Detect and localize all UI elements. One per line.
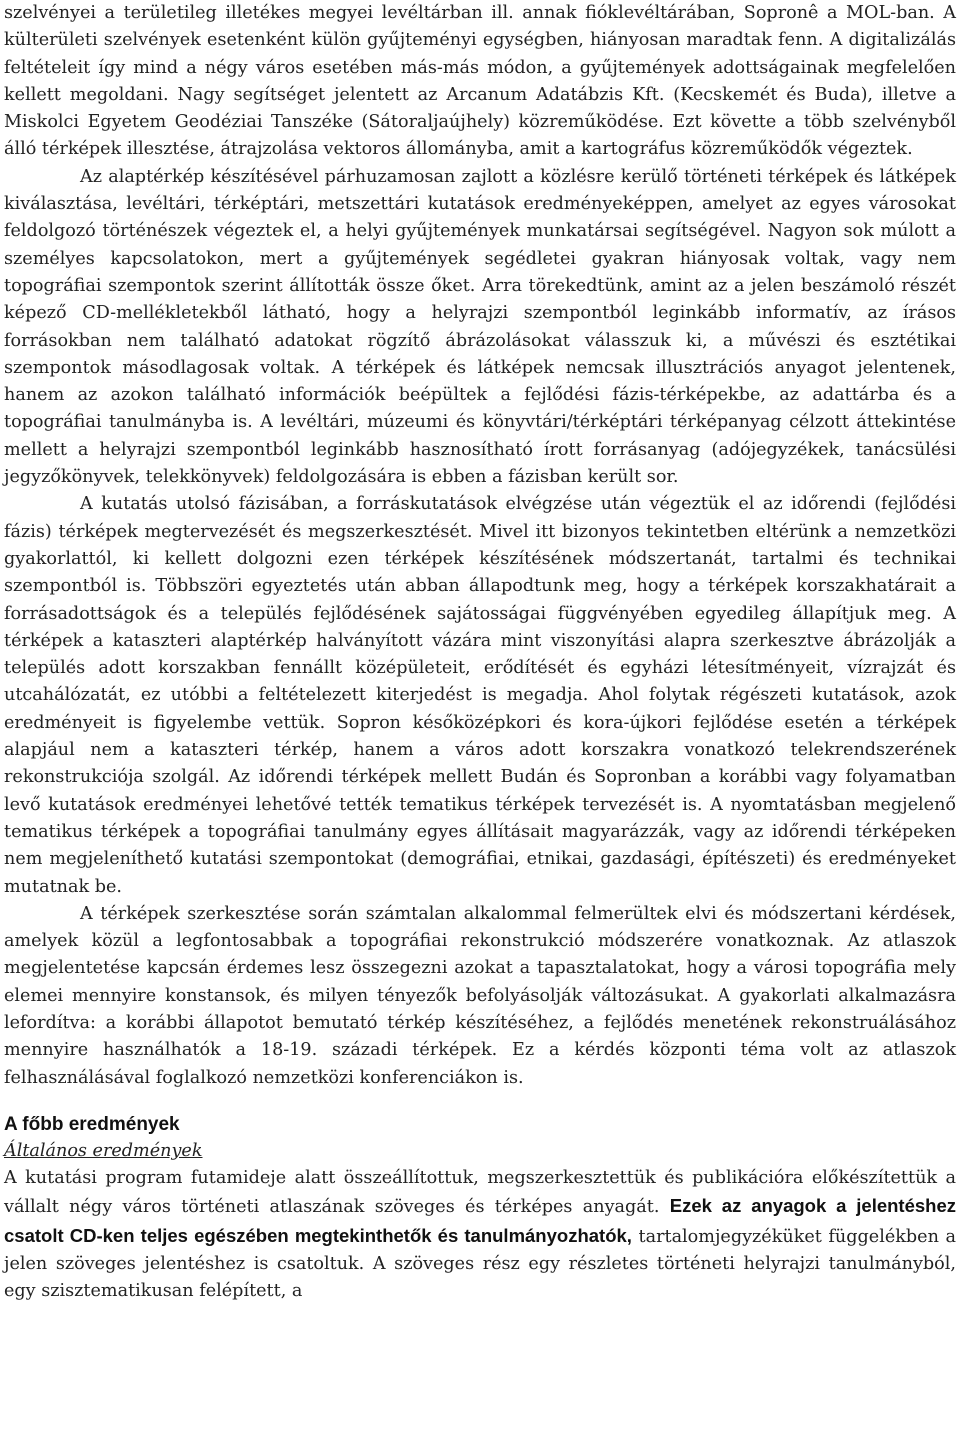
section-heading: A főbb eredmények: [4, 1113, 180, 1135]
paragraph-digitization: szelvényei a területileg illetékes megyei levéltárban ill. annak fióklevéltárában, Sopronê a MOL-ban. A külterületi szelvények esetenként külön gyűjteményi egységben, hiányosan maradtak fenn. A digitalizálás feltételeit így mind a négy város esetében más-más módon, a gyűjtemények adottságainak megfelelően kellett megoldani. Nagy segítséget jelentett az Arcanum Adatábzis Kft. (Kecskemét és Buda), illetve a Miskolci Egyetem Geodéziai Tanszéke (Sátoraljaújhely) közreműködése. Ezt követte a több szelvényből álló térképek illesztése, átrajzolása vektoros állományba, amit a kartográfus közreműködők végeztek.: [4, 3, 956, 160]
paragraph-results: [4, 1165, 956, 1305]
results-bold-text: Ezek az anyagok a jelentéshez csatolt CD-ken teljes egészében megtekinthetők és tanulmányozhatók,: [4, 1195, 956, 1246]
paragraph-chronological-maps: A kutatás utolsó fázisában, a forráskutatások elvégzése után végeztük el az időrendi (fejlődési fázis) térképek megtervezését és megszerkesztését. Mivel itt bizonyos tekintetben eltérünk a nemzetközi gyakorlattól, ki kellett dolgozni ezen térképek készítésének módszertanát, tartalmi és technikai szempontból is. Többszöri egyeztetés után abban állapodtunk meg, hogy a térképek korszakhatárait a forrásadottságok és a település fejlődésének sajátosságai függvényében egyedileg állapítjuk meg. A térképek a kataszteri alaptérkép halványított vázára mint viszonyítási alapra szerkesztve ábrázolják a település adott korszakban fennállt középületeit, erődítését és egyházi létesítményeit, vízrajzát és utcahálózatát, ez utóbbi a feltételezett kiterjedést is megadja. Ahol folytak régészeti kutatások, azok eredményeit is figyelembe vettük. Sopron későközépkori és kora-újkori fejlődése esetén a térképek alapjául nem a kataszteri térkép, hanem a város adott korszakra vonatkozó telekrendszerének rekonstrukciója szolgál. Az időrendi térképek mellett Budán és Sopronban a korábbi vagy folyamatban levő kutatások eredményei lehetővé tették tematikus térképek tervezését is. A nyomtatásban megjelenő tematikus térképek a topográfiai tanulmány egyes állításait magyarázzák, vagy az időrendi térképeken nem megjeleníthető kutatási szempontokat (demográfiai, etnikai, gazdasági, építészeti) és eredményeket mutatnak be.: [4, 494, 956, 897]
results-intro-text: A kutatási program futamideje alatt összeállítottuk, megszerkesztettük és publikációra előkészítettük a vállalt négy város történeti atlaszának szöveges és térképes anyagát.: [4, 1168, 956, 1218]
paragraph-methodology: A térképek szerkesztése során számtalan alkalommal felmerültek elvi és módszertani kérdések, amelyek közül a legfontosabbak a topográfiai rekonstrukció módszerére vonatkoznak. Az atlaszok megjelentetése kapcsán érdemes lesz összegezni azokat a tapasztalatokat, hogy a városi topográfia mely elemei mennyire konstansok, és milyen tényezők befolyásolják változásukat. A gyakorlati alkalmazásra lefordítva: a korábbi állapotot bemutató térkép készítéséhez, a fejlődés menetének rekonstruálásához mennyire használhatók a 18-19. századi térképek. Ez a kérdés központi téma volt az atlaszok felhasználásával foglalkozó nemzetközi konferenciákon is.: [4, 903, 956, 1088]
results-outro-text: tartalomjegyzéküket függelékben a jelen szöveges jelentéshez is csatoltuk. A szöveges rész egy részletes történeti helyrajzi tanulmányból, egy szisztematikusan felépített, a: [4, 1226, 956, 1302]
paragraph-map-selection: Az alaptérkép készítésével párhuzamosan zajlott a közlésre kerülő történeti térképek és látképek kiválasztása, levéltári, térképtári, metszettári kutatások eredményeképpen, amelyet az egyes városokat feldolgozó történészek végeztek el, a helyi gyűjtemények munkatársai segítségével. Nagyon sok múlott a személyes kapcsolatokon, mert a gyűjtemények segédletei gyakran hiányosak voltak, vagy nem topográfiai szempontok szerint állították össze őket. Arra törekedtünk, amint az a jelen beszámoló részét képező CD-mellékletekből látható, hogy a helyrajzi szempontból leginkább informatív, az írásos forrásokban nem található adatokat rögzítő ábrázolásokat válasszuk ki, a művészi és esztétikai szempontok másodlagosak voltak. A térképek és látképek nemcsak illusztrációs anyagot jelentenek, hanem az azokon található információk beépültek a fejlődési fázis-térképekbe, az adattárba és a topográfiai tanulmányba is. A levéltári, múzeumi és könyvtári/térképtári térképanyag célzott áttekintése mellett a helyrajzi szempontból leginkább hasznosítható írott forrásanyag (adójegyzékek, tanácsülési jegyzőkönyvek, telekkönyvek) feldolgozására is ebben a fázisban került sor.: [4, 166, 956, 488]
subheading: Általános eredmények: [4, 1140, 203, 1161]
